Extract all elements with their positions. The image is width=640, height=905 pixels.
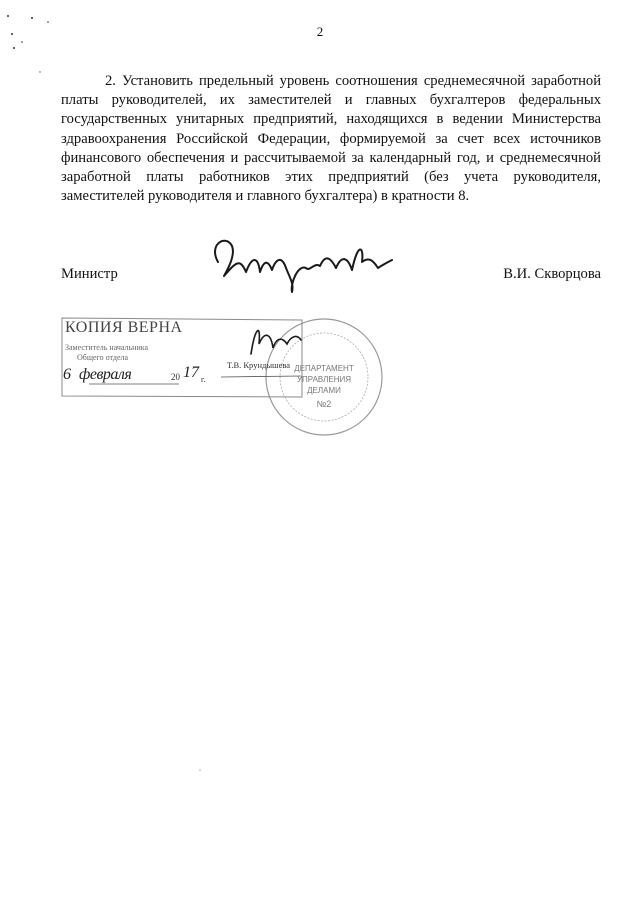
copy-stamp-day: 6 [63, 366, 71, 383]
copy-stamp-title: КОПИЯ ВЕРНА [65, 319, 183, 336]
copy-stamp-year: 17 [183, 364, 199, 381]
seal-line-1: ДЕПАРТАМЕНТ [294, 364, 354, 373]
copy-stamp-year-suffix: г. [201, 375, 206, 384]
page-number: 2 [316, 24, 324, 39]
copy-stamp-month: февраля [79, 366, 132, 383]
copy-stamp-position: Заместитель начальника [65, 343, 149, 352]
minister-title: Министр [61, 266, 118, 282]
copy-stamp-department: Общего отдела [77, 353, 129, 362]
seal-line-3: ДЕЛАМИ [307, 386, 341, 395]
minister-name: В.И. Скворцова [503, 266, 601, 282]
paragraph-text: 2. Установить предельный уровень соотношения среднемесячной заработной платы руководителей, их заместителей и главных бухгалтеров федеральных государственных унитарных предприятий, находящихся в ведении Министерства здравоохранения Российской Федерации, формируемой за счет всех источников финансового обеспечения и рассчитываемой за календарный год, и среднемесячной заработной платы работников этих предприятий (без учета руководителя, заместителей руководителя и главного бухгалтера) в кратности 8. [61, 73, 601, 205]
seal-line-2: УПРАВЛЕНИЯ [296, 375, 352, 384]
seal-number: №2 [316, 399, 332, 409]
copy-stamp-signer: Т.В. Крундышева [227, 360, 291, 370]
copy-stamp-year-prefix: 20 [171, 372, 180, 382]
